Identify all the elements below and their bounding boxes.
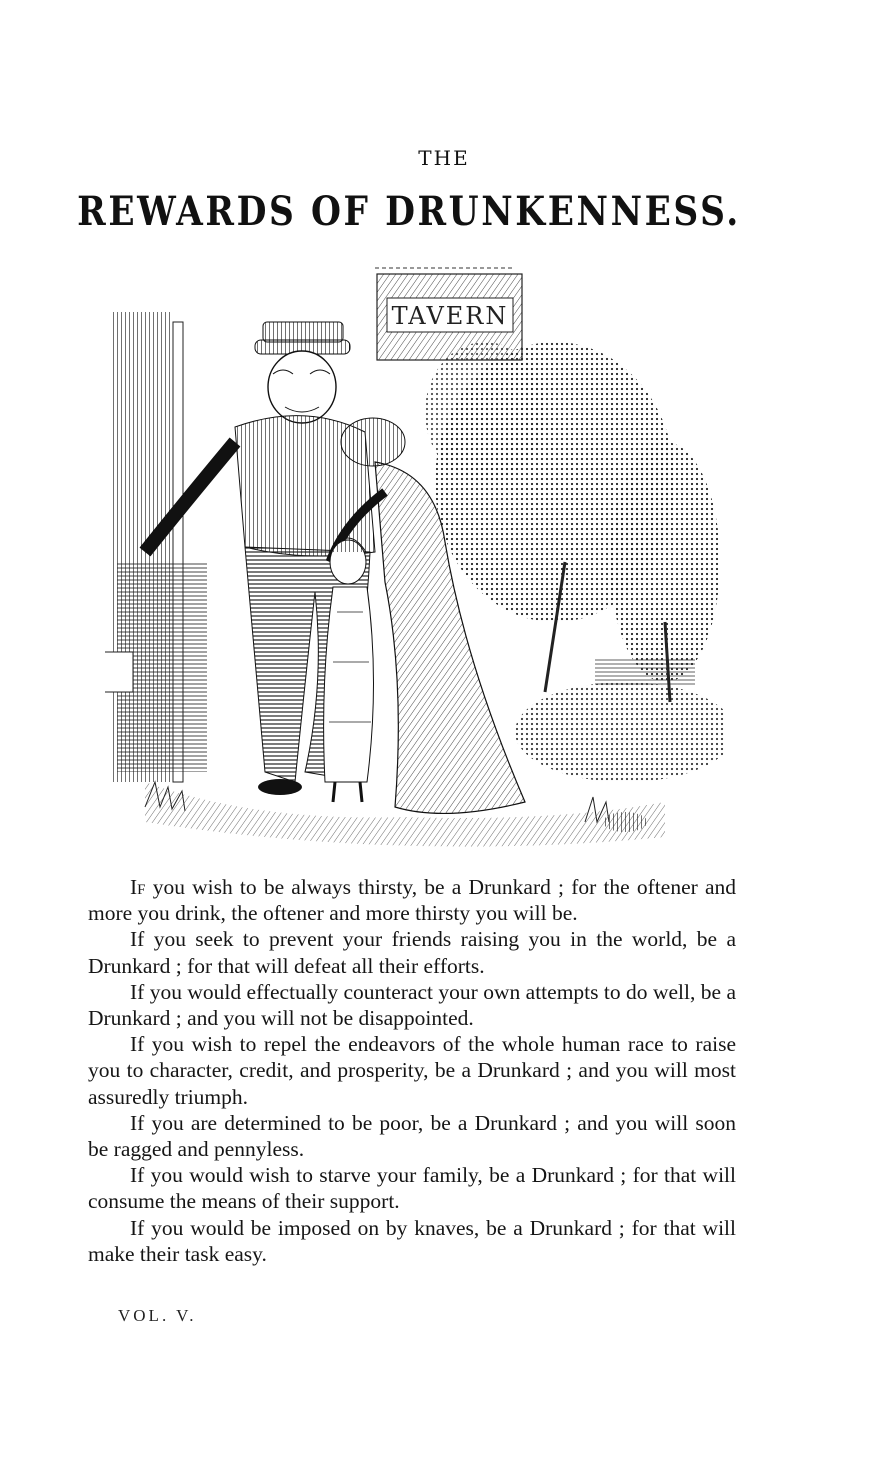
- sign-text: TAVERN: [391, 302, 509, 330]
- paragraph-text: If you would wish to starve your family, be a Drunkard ; for that will consume the means of their support.: [88, 1163, 736, 1214]
- paragraph: [88, 1031, 736, 1110]
- pre-title: THE: [418, 146, 470, 170]
- paragraph: [88, 874, 736, 926]
- paragraph-text: If you are determined to be poor, be a Drunkard ; and you will soon be ragged and pennyless.: [88, 1110, 736, 1162]
- engraving-illustration: [105, 262, 725, 862]
- paragraph-text: If you wish to repel the endeavors of the whole human race to raise you to character, credit, and prosperity, be a Drunkard ; and you will most assuredly triumph.: [88, 1032, 736, 1109]
- paragraph: [88, 979, 736, 1031]
- drop-lead: If: [130, 875, 146, 899]
- paragraph-text: you wish to be always thirsty, be a Drunkard ; for the oftener and more you drink, the oftener and more thirsty you will be.: [88, 875, 736, 926]
- signature-mark: VOL. V.: [118, 1306, 197, 1325]
- body-text: [88, 874, 736, 1267]
- paragraph: [88, 1110, 736, 1162]
- page-title: REWARDS OF DRUNKENNESS.: [77, 188, 741, 235]
- paragraph-text: If you would be imposed on by knaves, be a Drunkard ; for that will make their task easy.: [88, 1215, 736, 1266]
- paragraph: [88, 1215, 736, 1267]
- paragraph: [88, 1162, 736, 1214]
- paragraph-text: If you seek to prevent your friends raising you in the world, be a Drunkard ; for that will defeat all their efforts.: [88, 927, 736, 978]
- paragraph-text: If you would effectually counteract your own attempts to do well, be a Drunkard ; and you will not be disappointed.: [88, 979, 736, 1031]
- paragraph: [88, 926, 736, 978]
